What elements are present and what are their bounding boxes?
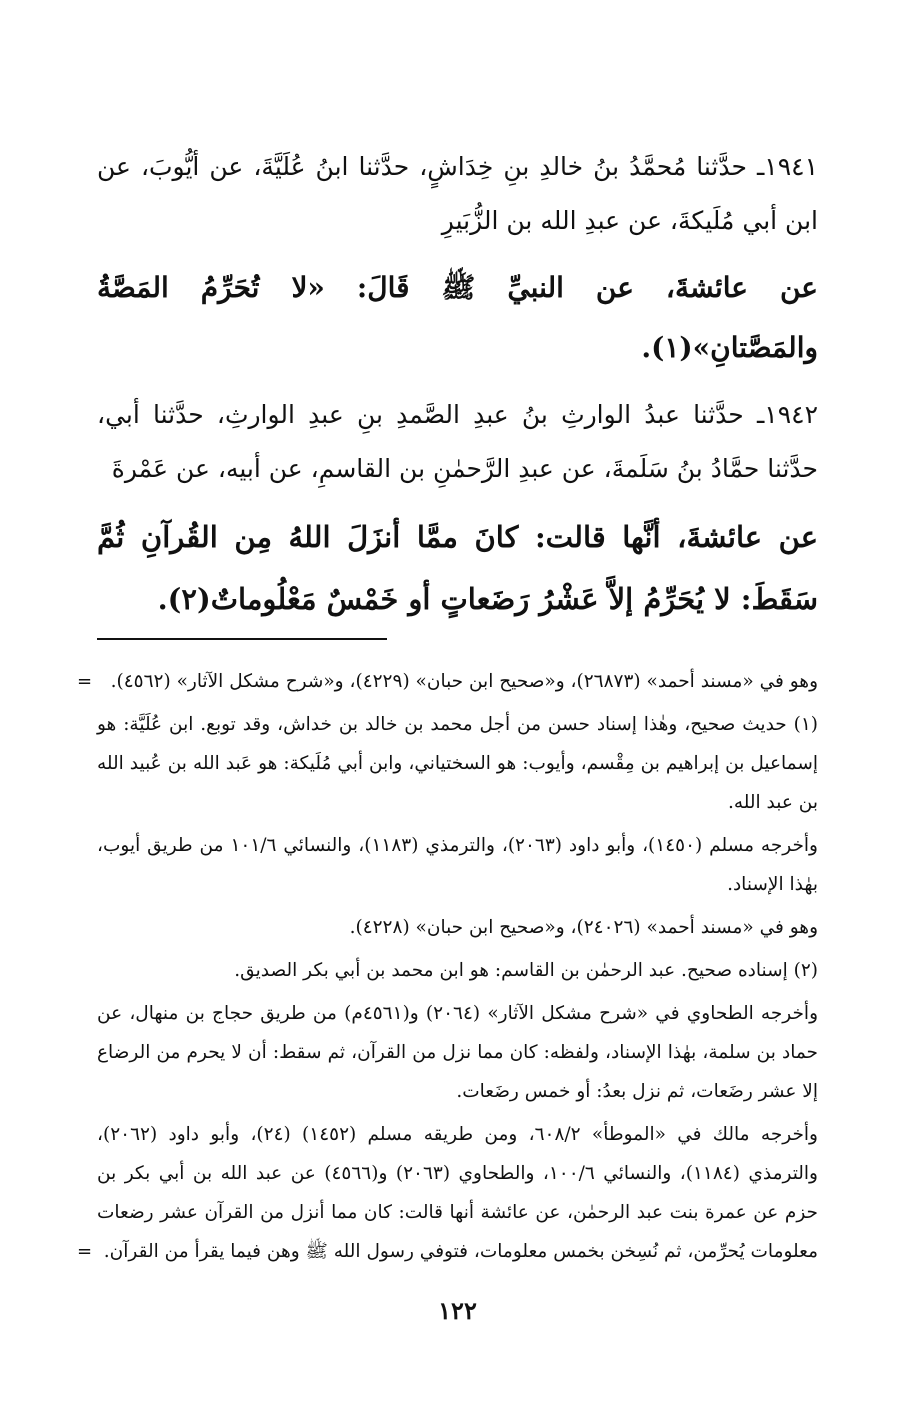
footnote-1-para-2: وأخرجه مسلم (١٤٥٠)، وأبو داود (٢٠٦٣)، والترمذي (١١٨٣)، والنسائي ١٠١/٦ من طريق أيوب، بهٰذا الإسناد. xyxy=(97,835,818,895)
footnote-1-para-3: وهو في «مسند أحمد» (٢٤٠٢٦)، و«صحيح ابن حبان» (٤٢٢٨). xyxy=(349,917,818,938)
footnote-separator xyxy=(97,638,387,640)
footnote-2-para-3 xyxy=(77,1115,818,1271)
footnote-continued-text: وهو في «مسند أحمد» (٢٦٨٧٣)، و«صحيح ابن حبان» (٤٢٢٩)، و«شرح مشكل الآثار» (٤٥٦٢). xyxy=(110,671,818,692)
footnote-2-para-1: (٢) إسناده صحيح. عبد الرحمٰن بن القاسم: هو ابن محمد بن أبي بكر الصديق. xyxy=(234,960,818,981)
footnote-continued xyxy=(77,662,818,701)
footnote-2-para-2: وأخرجه الطحاوي في «شرح مشكل الآثار» (٢٠٦٤) و(٤٥٦١م) من طريق حجاج بن منهال، عن حماد بن سلمة، بهٰذا الإسناد، ولفظه: كان مما نزل من القرآن، ثم سقط: أن لا يحرم من الرضاع إلا عشر رضَعات، ثم نزل بعدُ: أو خمس رضَعات. xyxy=(97,1003,819,1102)
hadith-1942-isnad: ١٩٤٢ـ حدَّثنا عبدُ الوارثِ بنُ عبدِ الصَّمدِ بنِ عبدِ الوارثِ، حدَّثنا أبي، حدَّثنا حمَّادُ بنُ سَلَمةَ، عن عبدِ الرَّحمٰنِ بن القاسمِ، عن أبيه، عن عَمْرةَ xyxy=(97,400,818,483)
hadith-1941-isnad: ١٩٤١ـ حدَّثنا مُحمَّدُ بنُ خالدِ بنِ خِدَاشٍ، حدَّثنا ابنُ عُلَيَّةَ، عن أيُّوبَ، عن ابن أبي مُلَيكةَ، عن عبدِ الله بن الزُّبَيرِ xyxy=(97,152,818,235)
continued-marker: = xyxy=(77,671,93,692)
page-number: ١٢٢ xyxy=(438,1296,477,1325)
footnote-separator-wrap xyxy=(97,638,818,640)
hadith-1941-matn: عن عائشةَ، عن النبيِّ ﷺ قَالَ: «لا تُحَرِّمُ المَصَّةُ والمَصَّتانِ»(١). xyxy=(97,271,818,364)
footnote-2-para-3-text: وأخرجه مالك في «الموطأ» ٦٠٨/٢، ومن طريقه مسلم (١٤٥٢) (٢٤)، وأبو داود (٢٠٦٢)، والترمذي (١١٨٤)، والنسائي ١٠٠/٦، والطحاوي (٢٠٦٣) و(٤٥٦٦) عن عبد الله بن أبي بكر بن حزم عن عمرة بنت عبد الرحمٰن، عن عائشة أنها قالت: كان مما أنزل من القرآن عشر رضعات معلومات يُحرِّمن، ثم نُسِخن بخمس معلومات، فتوفي رسول الله ﷺ وهن فيما يقرأ من القرآن. xyxy=(97,1124,818,1262)
hadith-1942-matn: عن عائشةَ، أنَّها قالت: كانَ ممَّا أنزَلَ اللهُ مِن القُرآنِ ثُمَّ سَقَطَ: لا يُحَرِّمُ إلاَّ عَشْرُ رَضَعاتٍ أو خَمْسٌ مَعْلُوماتٌ(٢). xyxy=(97,520,818,616)
footnotes xyxy=(77,662,819,1271)
footnote-1-para-1: (١) حديث صحيح، وهٰذا إسناد حسن من أجل محمد بن خالد بن خداش، وقد توبع. ابن عُلَيَّة: هو إسماعيل بن إبراهيم بن مِقْسم، وأيوب: هو السختياني، وابن أبي مُلَيكة: هو عَبد الله بن عُبيد الله بن عبد الله. xyxy=(97,714,818,813)
hadith-text xyxy=(97,140,818,630)
continues-marker: = xyxy=(77,1241,93,1262)
